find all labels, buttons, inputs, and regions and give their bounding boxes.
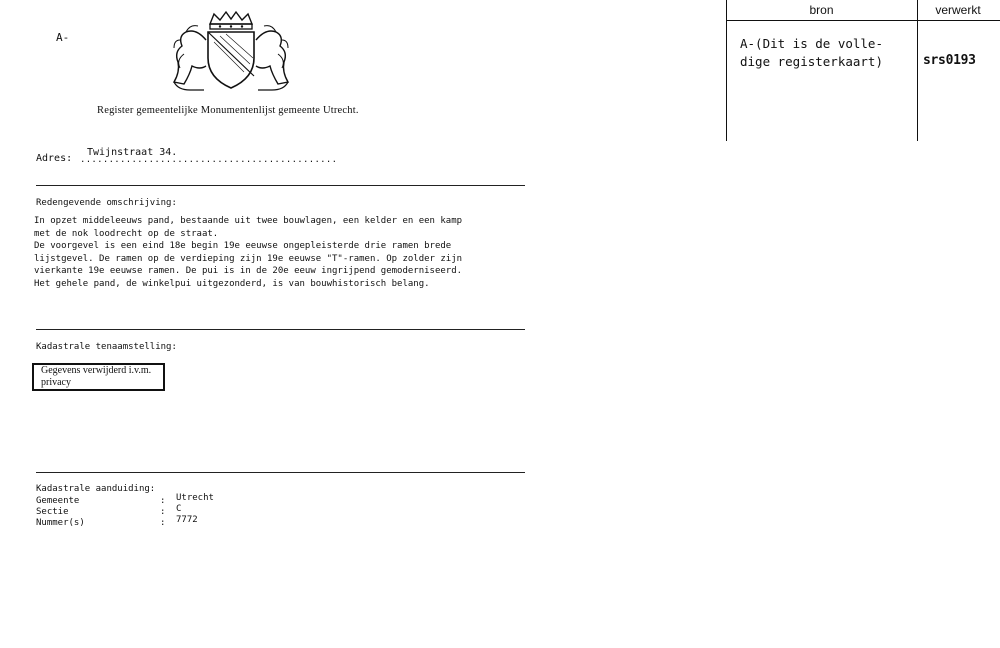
table-border-left <box>726 0 727 141</box>
privacy-box <box>32 363 165 391</box>
bron-cell <box>740 35 883 71</box>
description-label: Redengevende omschrijving: <box>36 198 177 208</box>
description-line: met de nok loodrecht op de straat. <box>34 228 219 239</box>
column-header-bron: bron <box>809 3 834 17</box>
cadastral-value: 7772 <box>176 515 198 525</box>
description-line: In opzet middeleeuws pand, bestaande uit twee bouwlagen, een kelder en een kamp <box>34 216 463 226</box>
description-line: vierkante 19e eeuwse ramen. De pui is in de 20e eeuw ingrijpend gemoderniseerd. <box>34 266 463 276</box>
ownership-label: Kadastrale tenaamstelling: <box>36 342 177 352</box>
bron-line: A-(Dit is de volle- <box>740 36 883 51</box>
description-line: Het gehele pand, de winkelpui uitgezonderd, is van bouwhistorisch belang. <box>34 278 430 289</box>
address-label: Adres: <box>36 153 73 164</box>
description-line: De voorgevel is een eind 18e begin 19e eeuwse ongepleisterde drie ramen brede <box>34 241 452 251</box>
description-text <box>34 215 534 290</box>
cadastral-label: Kadastrale aanduiding: <box>36 484 156 494</box>
cadastral-sep: : <box>160 518 166 528</box>
divider <box>36 329 525 330</box>
cadastral-sep: : <box>160 496 166 506</box>
cadastral-key: Nummer(s) <box>36 518 85 528</box>
cadastral-sep: : <box>160 507 166 517</box>
address-dots: ............................................. <box>80 155 338 165</box>
privacy-line: privacy <box>41 376 71 388</box>
page-title: Register gemeentelijke Monumentenlijst gemeente Utrecht. <box>97 105 359 116</box>
address-value: Twijnstraat 34. <box>87 147 178 158</box>
table-border-middle <box>917 0 918 141</box>
cadastral-key: Sectie <box>36 507 69 517</box>
divider <box>36 185 525 186</box>
cadastral-value: C <box>176 504 182 514</box>
cadastral-value: Utrecht <box>176 493 214 503</box>
cadastral-key: Gemeente <box>36 496 80 506</box>
privacy-line: Gegevens verwijderd i.v.m. <box>41 365 152 376</box>
verwerkt-code: srs0193 <box>923 53 976 68</box>
form-prefix: A- <box>56 31 70 44</box>
divider <box>36 472 525 473</box>
bron-line: dige registerkaart) <box>740 54 883 69</box>
source-table <box>724 0 1000 142</box>
table-header-rule <box>726 20 1000 21</box>
column-header-verwerkt: verwerkt <box>935 3 981 17</box>
description-line: lijstgevel. De ramen op de verdieping zijn 19e eeuwse "T"-ramen. Op zolder zijn <box>34 253 463 264</box>
utrecht-coat-of-arms-icon <box>170 10 292 94</box>
